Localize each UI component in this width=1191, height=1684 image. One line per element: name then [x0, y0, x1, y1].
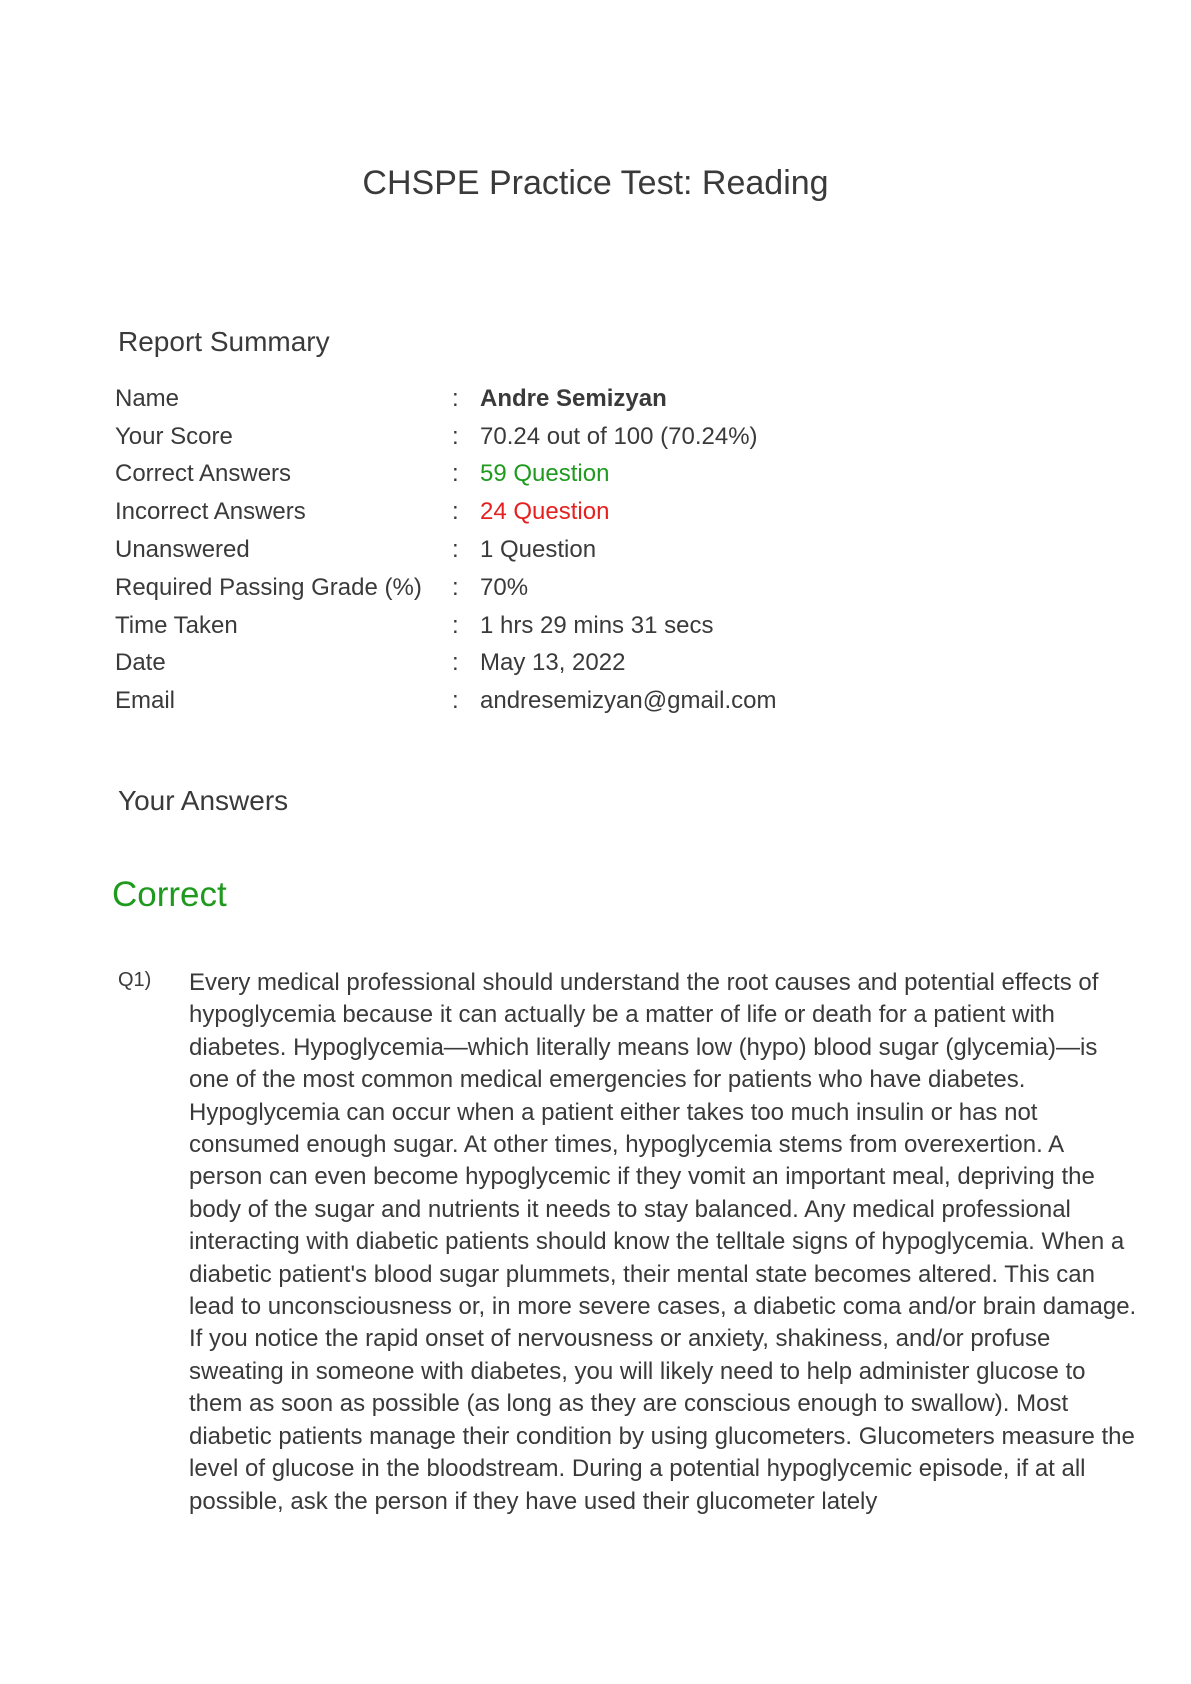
summary-separator: :: [452, 687, 459, 715]
question-number: Q1): [118, 969, 152, 991]
summary-label: Time Taken: [115, 611, 238, 639]
summary-row-unanswered: [115, 531, 1015, 569]
correct-section-heading: Correct: [112, 875, 227, 914]
summary-separator: :: [452, 536, 459, 564]
summary-label: Date: [115, 649, 166, 677]
summary-label: Name: [115, 384, 180, 412]
summary-value-email: andresemizyan@gmail.com: [480, 687, 777, 715]
summary-separator: :: [452, 611, 459, 639]
summary-label: Unanswered: [115, 536, 250, 564]
summary-value-correct: 59 Question: [480, 460, 610, 488]
summary-row-name: [115, 380, 1015, 418]
summary-value-incorrect: 24 Question: [480, 498, 610, 526]
summary-row-email: [115, 682, 1015, 720]
report-summary-table: [115, 380, 1015, 720]
summary-row-correct: [115, 456, 1015, 494]
summary-label: Email: [115, 687, 176, 715]
summary-row-time-taken: [115, 607, 1015, 645]
summary-row-passing-grade: [115, 569, 1015, 607]
summary-label: Incorrect Answers: [115, 498, 306, 526]
question-text: Every medical professional should understand the root causes and potential effects of hypoglycemia because it can actually be a matter of life or death for a patient with diabetes. Hypoglycemia—which literally means low (hypo) blood sugar (glycemia)—is one of the most common medical emergencies for patients who have diabetes. Hypoglycemia can occur when a patient either takes too much insulin or has not consumed enough sugar. At other times, hypoglycemia stems from overexertion. A person can even become hypoglycemic if they vomit an important meal, depriving the body of the sugar and nutrients it needs to stay balanced. Any medical professional interacting with diabetic patients should know the telltale signs of hypoglycemia. When a diabetic patient's blood sugar plummets, their mental state becomes altered. This can lead to unconsciousness or, in more severe cases, a diabetic coma and/or brain damage. If you notice the rapid onset of nervousness or anxiety, shakiness, and/or profuse sweating in someone with diabetes, you will likely need to help administer glucose to them as soon as possible (as long as they are conscious enough to swallow). Most diabetic patients manage their condition by using glucometers. Glucometers measure the level of glucose in the bloodstream. During a potential hypoglycemic episode, if at all possible, ask the person if they have used their glucometer lately: [189, 969, 1137, 1515]
summary-separator: :: [452, 649, 459, 677]
summary-label: Required Passing Grade (%): [115, 573, 422, 601]
summary-separator: :: [452, 422, 459, 450]
summary-label: Your Score: [115, 422, 233, 450]
summary-value-date: May 13, 2022: [480, 649, 626, 677]
summary-label: Correct Answers: [115, 460, 292, 488]
your-answers-heading: Your Answers: [118, 785, 289, 816]
summary-value-score: 70.24 out of 100 (70.24%): [480, 422, 758, 450]
summary-value-unanswered: 1 Question: [480, 536, 597, 564]
summary-row-date: [115, 645, 1015, 683]
report-summary-heading: Report Summary: [118, 326, 330, 357]
summary-row-score: [115, 418, 1015, 456]
summary-row-incorrect: [115, 493, 1015, 531]
summary-value-time-taken: 1 hrs 29 mins 31 secs: [480, 611, 714, 639]
summary-value-passing-grade: 70%: [480, 573, 529, 601]
summary-separator: :: [452, 460, 459, 488]
summary-value-name: Andre Semizyan: [480, 384, 667, 412]
summary-separator: :: [452, 384, 459, 412]
page-title: CHSPE Practice Test: Reading: [362, 164, 829, 202]
summary-separator: :: [452, 573, 459, 601]
summary-separator: :: [452, 498, 459, 526]
